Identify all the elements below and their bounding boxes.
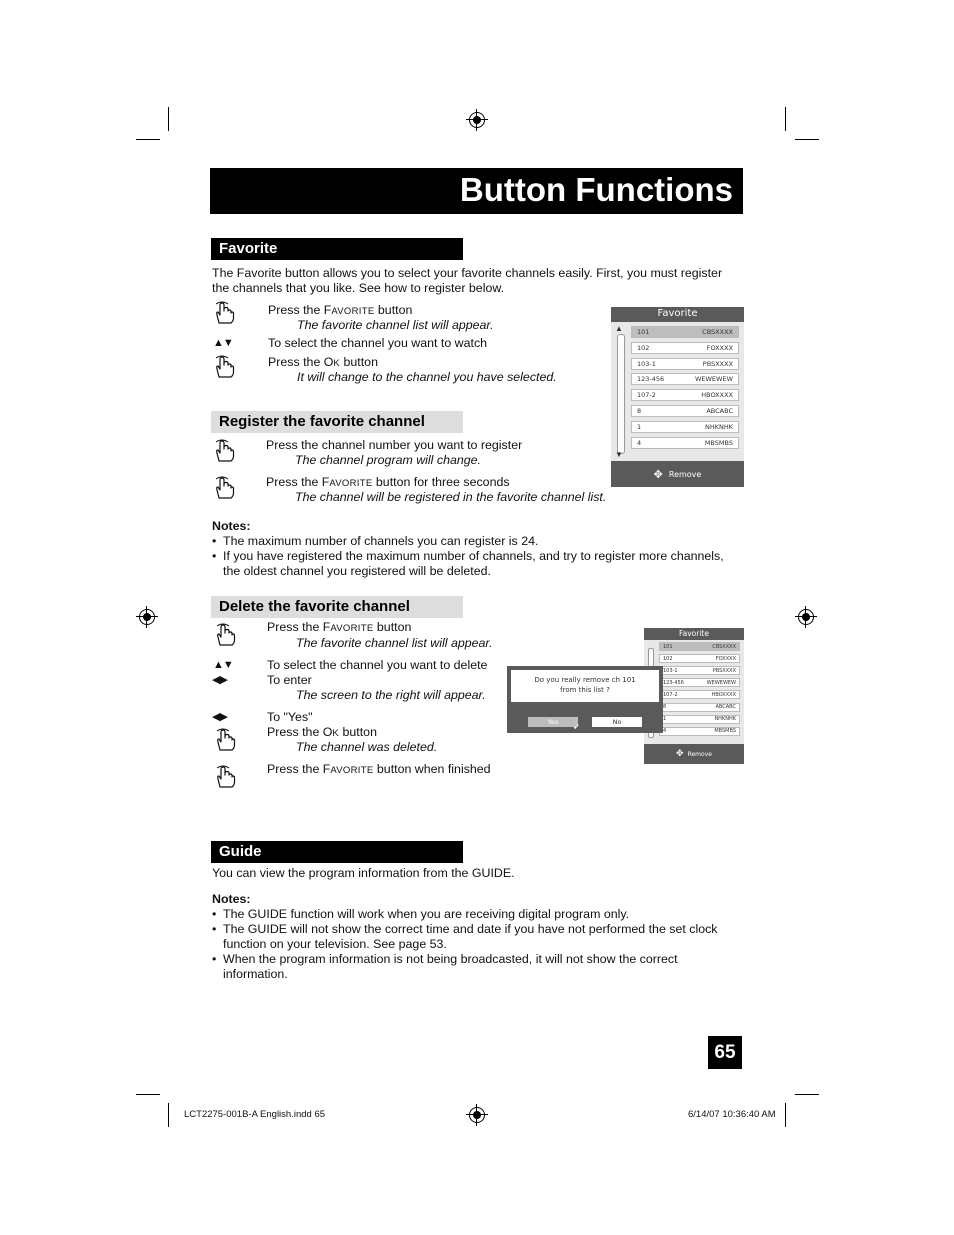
channel-number: 1 bbox=[637, 422, 642, 431]
channel-name: CBSXXXX bbox=[702, 328, 733, 336]
section-heading-delete: Delete the favorite channel bbox=[211, 596, 463, 618]
screen-footer bbox=[644, 744, 744, 764]
remove-label: Remove bbox=[687, 750, 712, 758]
registration-mark-icon bbox=[798, 609, 814, 625]
channel-name: MBSMBS bbox=[714, 728, 736, 735]
channel-row[interactable] bbox=[659, 666, 740, 675]
step-text: To enter bbox=[267, 673, 312, 687]
channel-row[interactable] bbox=[631, 358, 739, 370]
step-note: The favorite channel list will appear. bbox=[296, 636, 493, 650]
favorite-list-screen bbox=[611, 307, 744, 487]
dialog-message-line: from this list ? bbox=[560, 686, 610, 694]
dialog-message bbox=[511, 670, 659, 702]
channel-row[interactable] bbox=[659, 690, 740, 699]
channel-number: 123-456 bbox=[637, 375, 665, 384]
left-right-arrows-icon: ◀▶ bbox=[212, 711, 227, 723]
note-item: • The GUIDE function will work when you are receiving digital program only. bbox=[211, 907, 733, 922]
channel-row[interactable] bbox=[659, 727, 740, 736]
step-note: It will change to the channel you have selected. bbox=[297, 370, 557, 384]
channel-number: 107-2 bbox=[663, 691, 678, 698]
channel-row[interactable] bbox=[659, 715, 740, 724]
step-text: Press the OK button bbox=[267, 725, 377, 739]
channel-number: 103-1 bbox=[663, 667, 678, 674]
section-heading-register: Register the favorite channel bbox=[211, 411, 463, 433]
channel-list bbox=[611, 322, 744, 461]
no-button[interactable]: No bbox=[592, 717, 642, 727]
page-title: Button Functions bbox=[459, 171, 733, 208]
crop-mark bbox=[168, 107, 169, 131]
step-text: To select the channel you want to watch bbox=[268, 336, 488, 350]
channel-number: 102 bbox=[663, 655, 673, 662]
step-text: Press the FAVORITE button bbox=[267, 620, 412, 634]
up-down-arrows-icon: ▲▼ bbox=[213, 659, 233, 671]
channel-number: 8 bbox=[637, 407, 642, 415]
scrollbar bbox=[617, 334, 625, 454]
step-note: The channel was deleted. bbox=[296, 740, 438, 754]
notes-heading: Notes: bbox=[212, 892, 251, 906]
intro-line: the channels that you like. See how to register below. bbox=[212, 281, 505, 295]
note-item: • The GUIDE will not show the correct time and date if you have not performed the set clock function on your television. See page 53. bbox=[211, 922, 733, 952]
favorite-intro bbox=[212, 266, 742, 296]
step-note: The channel program will change. bbox=[295, 453, 481, 467]
channel-row[interactable] bbox=[631, 342, 739, 354]
note-item: • The maximum number of channels you can register is 24. bbox=[211, 534, 741, 549]
title-bar bbox=[210, 168, 743, 214]
guide-intro: You can view the program information from the GUIDE. bbox=[212, 866, 515, 880]
hand-press-icon bbox=[213, 476, 235, 500]
step-text: Press the channel number you want to register bbox=[266, 438, 523, 452]
channel-number: 4 bbox=[663, 728, 667, 735]
crop-mark bbox=[795, 139, 819, 140]
channel-name: HBOXXXX bbox=[711, 691, 736, 698]
crop-mark bbox=[785, 107, 786, 131]
hand-press-icon bbox=[213, 439, 235, 463]
hand-press-icon bbox=[214, 765, 236, 789]
crop-mark bbox=[168, 1103, 169, 1127]
notes-heading: Notes: bbox=[212, 519, 251, 533]
left-right-arrows-icon: ◀▶ bbox=[212, 674, 227, 686]
screen-footer bbox=[611, 461, 744, 487]
channel-number: 8 bbox=[663, 704, 667, 710]
step-text: Press the FAVORITE button bbox=[268, 303, 413, 317]
step-text: To select the channel you want to delete bbox=[267, 658, 488, 672]
scroll-down-icon: ▼ bbox=[615, 450, 623, 459]
notes-list bbox=[211, 534, 741, 579]
move-cross-icon: ✥ bbox=[676, 749, 684, 759]
notes-list bbox=[211, 907, 733, 982]
channel-number: 102 bbox=[637, 343, 650, 352]
channel-number: 1 bbox=[663, 716, 667, 723]
channel-number: 101 bbox=[637, 328, 650, 336]
channel-name: WEWEWEW bbox=[706, 679, 736, 686]
channel-number: 101 bbox=[663, 643, 673, 650]
channel-name: MBSMBS bbox=[704, 438, 733, 447]
channel-name: ABCABC bbox=[715, 704, 736, 710]
footer-date: 6/14/07 10:36:40 AM bbox=[688, 1109, 776, 1120]
channel-name: ABCABC bbox=[706, 407, 733, 415]
channel-name: CBSXXXX bbox=[712, 643, 736, 650]
crop-mark bbox=[136, 1094, 160, 1095]
move-cross-icon: ✥ bbox=[653, 467, 663, 481]
registration-mark-icon bbox=[469, 1107, 485, 1123]
registration-mark-icon bbox=[469, 112, 485, 128]
scroll-up-icon: ▲ bbox=[615, 324, 623, 333]
channel-row[interactable] bbox=[659, 642, 740, 651]
remove-label: Remove bbox=[668, 469, 702, 479]
channel-name: HBOXXXX bbox=[701, 391, 733, 400]
screen-title: Favorite bbox=[679, 629, 709, 638]
yes-button[interactable]: Yes bbox=[528, 717, 578, 727]
pointer-icon: ➹ bbox=[573, 722, 580, 731]
hand-press-icon bbox=[213, 355, 235, 379]
hand-press-icon bbox=[213, 301, 235, 325]
channel-name: WEWEWEW bbox=[694, 375, 733, 384]
step-text: Press the FAVORITE button when finished bbox=[267, 762, 491, 776]
channel-row[interactable] bbox=[659, 678, 740, 687]
channel-row[interactable] bbox=[631, 326, 739, 338]
step-text: Press the OK button bbox=[268, 355, 378, 369]
note-item: • When the program information is not being broadcasted, it will not show the correct information. bbox=[211, 952, 733, 982]
screen-title: Favorite bbox=[657, 308, 698, 319]
step-text: Press the FAVORITE button for three seconds bbox=[266, 475, 510, 489]
footer-file: LCT2275-001B-A English.indd 65 bbox=[184, 1109, 326, 1120]
section-heading-guide: Guide bbox=[211, 841, 463, 863]
channel-number: 4 bbox=[637, 438, 642, 447]
channel-number: 123-456 bbox=[663, 679, 684, 686]
channel-name: PBSXXXX bbox=[712, 667, 736, 674]
hand-press-icon bbox=[214, 623, 236, 647]
step-note: The screen to the right will appear. bbox=[296, 688, 486, 702]
step-text: To "Yes" bbox=[267, 710, 313, 724]
crop-mark bbox=[136, 139, 160, 140]
up-down-arrows-icon: ▲▼ bbox=[213, 337, 233, 349]
page-number: 65 bbox=[708, 1036, 742, 1069]
channel-name: FOXXXX bbox=[706, 343, 733, 352]
registration-mark-icon bbox=[139, 609, 155, 625]
channel-row[interactable] bbox=[631, 421, 739, 433]
channel-row[interactable] bbox=[631, 373, 739, 385]
channel-row[interactable] bbox=[631, 437, 739, 449]
note-item: • If you have registered the maximum number of channels, and try to register more channels, the oldest channel you registered will be deleted. bbox=[211, 549, 741, 579]
crop-mark bbox=[785, 1103, 786, 1127]
channel-row[interactable] bbox=[659, 703, 740, 712]
dialog-message-line: Do you really remove ch 101 bbox=[534, 676, 636, 684]
intro-line: The Favorite button allows you to select your favorite channels easily. First, you must register bbox=[212, 266, 723, 280]
channel-name: FOXXXX bbox=[715, 655, 736, 662]
step-note: The favorite channel list will appear. bbox=[297, 318, 494, 332]
channel-number: 107-2 bbox=[637, 391, 656, 400]
step-note: The channel will be registered in the favorite channel list. bbox=[295, 490, 607, 504]
channel-name: NHKNHK bbox=[704, 422, 733, 431]
section-heading-favorite: Favorite bbox=[211, 238, 463, 260]
channel-row[interactable] bbox=[659, 654, 740, 663]
channel-number: 103-1 bbox=[637, 359, 656, 368]
channel-row[interactable] bbox=[631, 405, 739, 417]
channel-row[interactable] bbox=[631, 389, 739, 401]
channel-name: PBSXXXX bbox=[702, 359, 733, 368]
crop-mark bbox=[795, 1094, 819, 1095]
hand-press-icon bbox=[214, 728, 236, 752]
channel-name: NHKNHK bbox=[714, 716, 736, 723]
confirm-dialog bbox=[507, 666, 663, 733]
